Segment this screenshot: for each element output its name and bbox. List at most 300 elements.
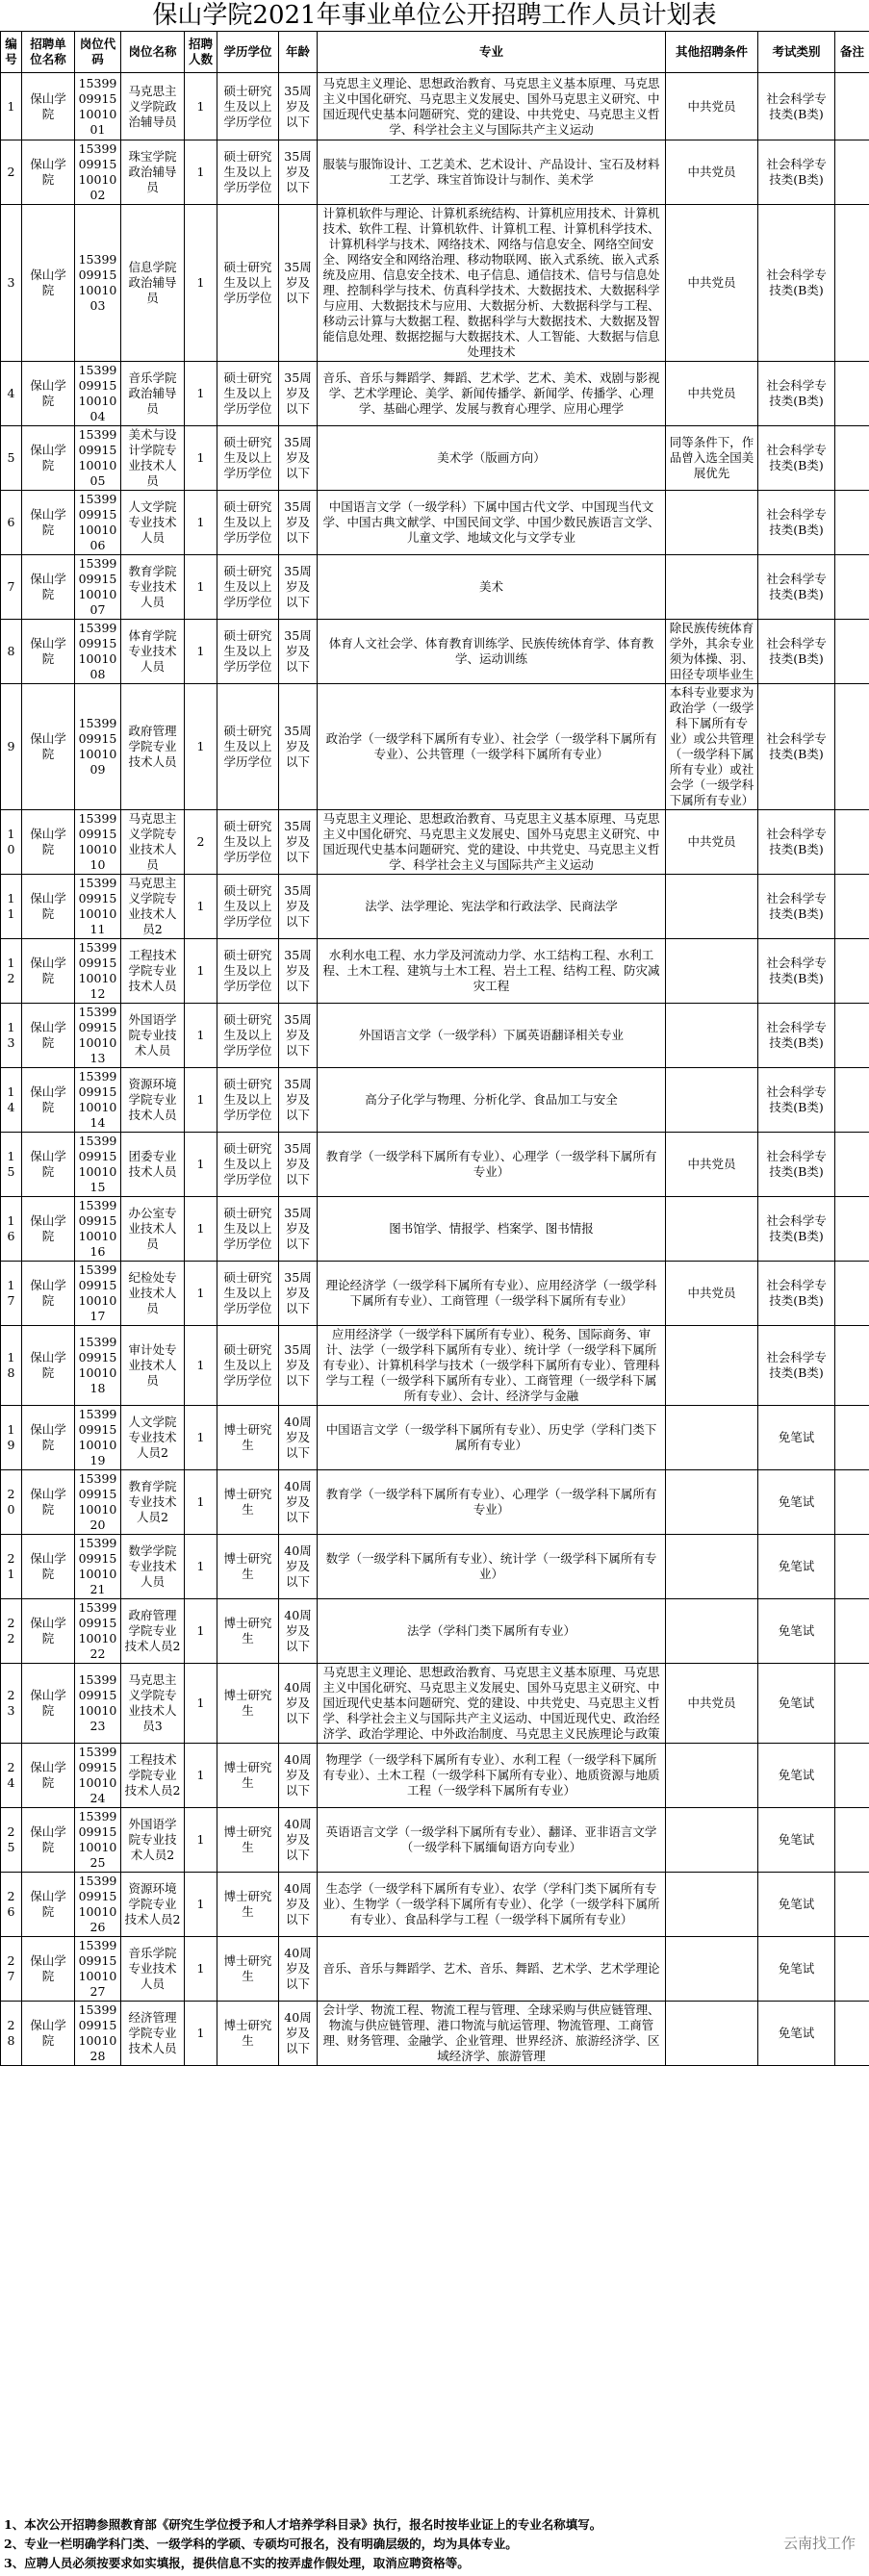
table-cell: 14: [1, 1068, 22, 1133]
table-cell: [835, 491, 869, 555]
table-cell: [666, 939, 758, 1004]
table-cell: 1: [185, 1937, 217, 2002]
table-cell: 25: [1, 1808, 22, 1873]
table-cell: [666, 1470, 758, 1535]
table-cell: 1: [185, 205, 217, 362]
table-cell: 音乐、音乐与舞蹈学、艺术、音乐、舞蹈、艺术学、艺术学理论: [318, 1937, 666, 2002]
table-cell: 中共党员: [666, 1133, 758, 1197]
header-cell: 岗位代码: [75, 32, 121, 73]
table-cell: 保山学院: [22, 620, 75, 684]
header-cell: 其他招聘条件: [666, 32, 758, 73]
table-cell: 15399 09915 10010 10: [75, 810, 121, 875]
table-cell: 教育学（一级学科下属所有专业）、心理学（一级学科下属所有专业）: [318, 1470, 666, 1535]
table-cell: 40周岁及以下: [279, 1406, 318, 1470]
table-cell: 中共党员: [666, 1664, 758, 1744]
table-cell: 硕士研究生及以上学历学位: [217, 1326, 279, 1406]
table-cell: 保山学院: [22, 362, 75, 426]
table-cell: 26: [1, 1873, 22, 1937]
table-cell: 保山学院: [22, 1068, 75, 1133]
table-cell: 35周岁及以下: [279, 684, 318, 810]
table-cell: 高分子化学与物理、分析化学、食品加工与安全: [318, 1068, 666, 1133]
table-row: [1, 1599, 869, 1664]
table-cell: 社会科学专技类(B类): [758, 1326, 835, 1406]
table-cell: 保山学院: [22, 1744, 75, 1808]
table-cell: 硕士研究生及以上学历学位: [217, 426, 279, 491]
table-cell: 35周岁及以下: [279, 1133, 318, 1197]
table-cell: 15399 09915 10010 11: [75, 875, 121, 939]
table-cell: 18: [1, 1326, 22, 1406]
table-cell: 硕士研究生及以上学历学位: [217, 1262, 279, 1326]
table-cell: 硕士研究生及以上学历学位: [217, 140, 279, 205]
table-row: [1, 939, 869, 1004]
table-cell: 15399 09915 10010 22: [75, 1599, 121, 1664]
table-cell: 法学（学科门类下属所有专业）: [318, 1599, 666, 1664]
table-cell: 社会科学专技类(B类): [758, 140, 835, 205]
table-cell: 美术: [318, 555, 666, 620]
table-cell: 1: [185, 555, 217, 620]
table-cell: 水利水电工程、水力学及河流动力学、水工结构工程、水利工程、土木工程、建筑与土木工程、岩土工程、结构工程、防灾减灾工程: [318, 939, 666, 1004]
table-cell: [835, 1197, 869, 1262]
table-cell: 社会科学专技类(B类): [758, 426, 835, 491]
table-cell: 社会科学专技类(B类): [758, 684, 835, 810]
table-cell: [666, 555, 758, 620]
table-cell: 博士研究生: [217, 1873, 279, 1937]
table-cell: 服装与服饰设计、工艺美术、艺术设计、产品设计、宝石及材料工艺学、珠宝首饰设计与制作、美术学: [318, 140, 666, 205]
table-cell: [835, 2002, 869, 2066]
table-row: [1, 1262, 869, 1326]
table-cell: 15399 09915 10010 12: [75, 939, 121, 1004]
table-cell: 15399 09915 10010 18: [75, 1326, 121, 1406]
table-row: [1, 875, 869, 939]
table-cell: 博士研究生: [217, 1535, 279, 1599]
table-cell: 社会科学专技类(B类): [758, 491, 835, 555]
table-cell: 保山学院: [22, 2002, 75, 2066]
table-cell: 保山学院: [22, 1535, 75, 1599]
table-cell: 35周岁及以下: [279, 73, 318, 140]
header-cell: 招聘单位名称: [22, 32, 75, 73]
table-cell: 20: [1, 1470, 22, 1535]
table-cell: 35周岁及以下: [279, 1262, 318, 1326]
table-row: [1, 620, 869, 684]
table-cell: 保山学院: [22, 1133, 75, 1197]
table-cell: 15399 09915 10010 19: [75, 1406, 121, 1470]
table-cell: [666, 1744, 758, 1808]
table-cell: [835, 1937, 869, 2002]
table-cell: 1: [1, 73, 22, 140]
table-cell: 社会科学专技类(B类): [758, 939, 835, 1004]
table-cell: 15399 09915 10010 28: [75, 2002, 121, 2066]
table-cell: 社会科学专技类(B类): [758, 1133, 835, 1197]
table-cell: 15399 09915 10010 13: [75, 1004, 121, 1068]
table-cell: 社会科学专技类(B类): [758, 555, 835, 620]
table-cell: 保山学院: [22, 555, 75, 620]
table-cell: 数学学院专业技术人员: [121, 1535, 185, 1599]
header-cell: 备注: [835, 32, 869, 73]
table-cell: 15399 09915 10010 26: [75, 1873, 121, 1937]
table-row: [1, 2002, 869, 2066]
table-cell: 马克思主义学院专业技术人员2: [121, 875, 185, 939]
table-cell: 1: [185, 939, 217, 1004]
table-cell: 6: [1, 491, 22, 555]
table-cell: 博士研究生: [217, 1406, 279, 1470]
table-cell: [835, 1744, 869, 1808]
table-cell: 资源环境学院专业技术人员: [121, 1068, 185, 1133]
table-cell: 35周岁及以下: [279, 362, 318, 426]
table-cell: 35周岁及以下: [279, 205, 318, 362]
table-cell: 保山学院: [22, 73, 75, 140]
table-cell: 政府管理学院专业技术人员: [121, 684, 185, 810]
table-row: [1, 1535, 869, 1599]
table-cell: 保山学院: [22, 939, 75, 1004]
table-cell: [666, 1937, 758, 2002]
table-cell: 15399 09915 10010 14: [75, 1068, 121, 1133]
table-cell: 保山学院: [22, 684, 75, 810]
table-cell: 同等条件下，作品曾入选全国美展优先: [666, 426, 758, 491]
table-cell: 15399 09915 10010 21: [75, 1535, 121, 1599]
table-row: [1, 1326, 869, 1406]
table-cell: [835, 73, 869, 140]
table-cell: 保山学院: [22, 1937, 75, 2002]
table-cell: 中共党员: [666, 362, 758, 426]
table-cell: 40周岁及以下: [279, 1744, 318, 1808]
table-cell: [666, 1406, 758, 1470]
table-cell: 马克思主义学院专业技术人员3: [121, 1664, 185, 1744]
table-cell: 中国语言文学（一级学科）下属中国古代文学、中国现当代文学、中国古典文献学、中国民间文学、中国少数民族语言文学、儿童文学、地域文化与文学专业: [318, 491, 666, 555]
table-cell: 博士研究生: [217, 1470, 279, 1535]
table-cell: 体育学院专业技术人员: [121, 620, 185, 684]
table-cell: [835, 362, 869, 426]
table-cell: 团委专业技术人员: [121, 1133, 185, 1197]
table-cell: 5: [1, 426, 22, 491]
header-cell: 学历学位: [217, 32, 279, 73]
table-cell: [835, 939, 869, 1004]
table-cell: 保山学院: [22, 1873, 75, 1937]
footnotes: [4, 2515, 865, 2573]
table-cell: 1: [185, 491, 217, 555]
table-cell: 35周岁及以下: [279, 810, 318, 875]
table-cell: 15399 09915 10010 23: [75, 1664, 121, 1744]
table-cell: 19: [1, 1406, 22, 1470]
table-row: [1, 140, 869, 205]
table-cell: 1: [185, 684, 217, 810]
table-cell: 16: [1, 1197, 22, 1262]
table-cell: [835, 875, 869, 939]
table-cell: 马克思主义学院专业技术人员: [121, 810, 185, 875]
table-cell: [835, 1535, 869, 1599]
table-cell: 免笔试: [758, 1873, 835, 1937]
table-cell: 1: [185, 1326, 217, 1406]
table-cell: [666, 1535, 758, 1599]
table-cell: 马克思主义学院政治辅导员: [121, 73, 185, 140]
table-cell: 15399 09915 10010 24: [75, 1744, 121, 1808]
table-cell: 35周岁及以下: [279, 555, 318, 620]
table-cell: 博士研究生: [217, 1599, 279, 1664]
table-cell: 音乐学院专业技术人员: [121, 1937, 185, 2002]
table-cell: 8: [1, 620, 22, 684]
table-cell: 外国语言文学（一级学科）下属英语翻译相关专业: [318, 1004, 666, 1068]
table-cell: 12: [1, 939, 22, 1004]
table-cell: 1: [185, 620, 217, 684]
table-cell: 教育学院专业技术人员2: [121, 1470, 185, 1535]
table-cell: 社会科学专技类(B类): [758, 810, 835, 875]
table-cell: 人文学院专业技术人员2: [121, 1406, 185, 1470]
table-cell: 免笔试: [758, 2002, 835, 2066]
table-cell: 保山学院: [22, 810, 75, 875]
header-cell: 编号: [1, 32, 22, 73]
table-cell: 保山学院: [22, 426, 75, 491]
table-row: [1, 491, 869, 555]
table-cell: [666, 2002, 758, 2066]
table-cell: 资源环境学院专业技术人员2: [121, 1873, 185, 1937]
header-row: [1, 32, 869, 73]
table-cell: [835, 1406, 869, 1470]
table-cell: 35周岁及以下: [279, 1068, 318, 1133]
table-cell: 工程技术学院专业技术人员: [121, 939, 185, 1004]
table-cell: 免笔试: [758, 1599, 835, 1664]
table-cell: 硕士研究生及以上学历学位: [217, 73, 279, 140]
table-cell: 保山学院: [22, 491, 75, 555]
table-cell: 马克思主义理论、思想政治教育、马克思主义基本原理、马克思主义中国化研究、马克思主义发展史、国外马克思主义研究、中国近现代史基本问题研究、党的建设、中共党史、马克思主义哲学、科学社会主义与国际共产主义运动、中国近现代史、政治经济学、政治学理论、中外政治制度、马克思主义民族理论与政策: [318, 1664, 666, 1744]
table-cell: 社会科学专技类(B类): [758, 620, 835, 684]
table-cell: 1: [185, 1262, 217, 1326]
table-cell: 马克思主义理论、思想政治教育、马克思主义基本原理、马克思主义中国化研究、马克思主义发展史、国外马克思主义研究、中国近现代史基本问题研究、党的建设、中共党史、马克思主义哲学、科学社会主义与国际共产主义运动: [318, 73, 666, 140]
table-cell: 硕士研究生及以上学历学位: [217, 205, 279, 362]
table-cell: [666, 1004, 758, 1068]
header-cell: 考试类别: [758, 32, 835, 73]
table-cell: 纪检处专业技术人员: [121, 1262, 185, 1326]
table-cell: 法学、法学理论、宪法学和行政法学、民商法学: [318, 875, 666, 939]
table-cell: 保山学院: [22, 1197, 75, 1262]
table-cell: 35周岁及以下: [279, 939, 318, 1004]
table-cell: [835, 1808, 869, 1873]
table-cell: 生态学（一级学科下属所有专业）、农学（学科门类下属所有专业）、生物学（一级学科下属所有专业）、化学（一级学科下属所有专业）、食品科学与工程（一级学科下属所有专业）: [318, 1873, 666, 1937]
table-cell: 保山学院: [22, 875, 75, 939]
table-cell: 保山学院: [22, 1808, 75, 1873]
table-cell: 保山学院: [22, 1664, 75, 1744]
table-cell: 10: [1, 810, 22, 875]
table-cell: 信息学院政治辅导员: [121, 205, 185, 362]
table-cell: 社会科学专技类(B类): [758, 1197, 835, 1262]
table-cell: 博士研究生: [217, 1744, 279, 1808]
table-cell: 15399 09915 10010 08: [75, 620, 121, 684]
table-cell: 教育学（一级学科下属所有专业）、心理学（一级学科下属所有专业）: [318, 1133, 666, 1197]
table-cell: 15399 09915 10010 17: [75, 1262, 121, 1326]
table-cell: [835, 1599, 869, 1664]
table-cell: 1: [185, 362, 217, 426]
table-cell: 22: [1, 1599, 22, 1664]
table-cell: 40周岁及以下: [279, 1664, 318, 1744]
table-cell: 23: [1, 1664, 22, 1744]
table-row: [1, 1004, 869, 1068]
table-cell: [666, 491, 758, 555]
table-cell: [835, 1326, 869, 1406]
table-cell: 1: [185, 875, 217, 939]
table-cell: 体育人文社会学、体育教育训练学、民族传统体育学、体育教学、运动训练: [318, 620, 666, 684]
table-cell: [666, 1197, 758, 1262]
table-cell: 15399 09915 10010 04: [75, 362, 121, 426]
table-row: [1, 1664, 869, 1744]
table-cell: [666, 1599, 758, 1664]
table-cell: 博士研究生: [217, 2002, 279, 2066]
table-cell: 1: [185, 2002, 217, 2066]
table-cell: 博士研究生: [217, 1664, 279, 1744]
table-cell: [835, 620, 869, 684]
table-cell: [666, 1873, 758, 1937]
table-cell: 15399 09915 10010 27: [75, 1937, 121, 2002]
table-cell: 1: [185, 73, 217, 140]
table-cell: 社会科学专技类(B类): [758, 1262, 835, 1326]
table-cell: 保山学院: [22, 1406, 75, 1470]
table-cell: 15399 09915 10010 07: [75, 555, 121, 620]
table-cell: [666, 875, 758, 939]
table-cell: 硕士研究生及以上学历学位: [217, 1197, 279, 1262]
table-cell: 计算机软件与理论、计算机系统结构、计算机应用技术、计算机技术、软件工程、计算机软件、计算机工程、计算机科学技术、计算机科学与技术、网络技术、网络与信息安全、网络空间安全、网络安全和网络治理、移动物联网、嵌入式系统、嵌入式系统及应用、信息安全技术、电子信息、通信技术、信号与信息处理、控制科学与技术、仿真科学技术、大数据技术、大数据科学与应用、大数据技术与应用、大数据分析、大数据科学与工程、移动云计算与大数据工程、数据科学与大数据技术、大数据及智能信息处理、数据挖掘与大数据技术、人工智能、大数据与信息处理技术: [318, 205, 666, 362]
table-cell: 硕士研究生及以上学历学位: [217, 1068, 279, 1133]
table-cell: 17: [1, 1262, 22, 1326]
table-row: [1, 73, 869, 140]
table-cell: 教育学院专业技术人员: [121, 555, 185, 620]
table-cell: 社会科学专技类(B类): [758, 205, 835, 362]
table-cell: 硕士研究生及以上学历学位: [217, 362, 279, 426]
table-row: [1, 1744, 869, 1808]
table-cell: 保山学院: [22, 205, 75, 362]
table-cell: 免笔试: [758, 1808, 835, 1873]
table-cell: 40周岁及以下: [279, 1470, 318, 1535]
table-cell: 硕士研究生及以上学历学位: [217, 1133, 279, 1197]
table-cell: 21: [1, 1535, 22, 1599]
table-cell: 中共党员: [666, 810, 758, 875]
table-cell: 15399 09915 10010 05: [75, 426, 121, 491]
table-cell: 15399 09915 10010 06: [75, 491, 121, 555]
table-cell: 中共党员: [666, 140, 758, 205]
table-cell: 人文学院专业技术人员: [121, 491, 185, 555]
header-cell: 专业: [318, 32, 666, 73]
table-cell: 英语语言文学（一级学科下属所有专业）、翻译、亚非语言文学（一级学科下属缅甸语方向专业）: [318, 1808, 666, 1873]
table-cell: 7: [1, 555, 22, 620]
table-cell: 35周岁及以下: [279, 491, 318, 555]
table-cell: [835, 1873, 869, 1937]
table-cell: 40周岁及以下: [279, 1808, 318, 1873]
table-cell: 15399 09915 10010 15: [75, 1133, 121, 1197]
table-cell: 办公室专业技术人员: [121, 1197, 185, 1262]
recruitment-table: [0, 31, 869, 2066]
table-cell: [835, 426, 869, 491]
table-cell: 免笔试: [758, 1535, 835, 1599]
table-cell: 15399 09915 10010 09: [75, 684, 121, 810]
footnote: 2、专业一栏明确学科门类、一级学科的学硕、专硕均可报名，没有明确层级的，均为具体专业。: [4, 2537, 518, 2551]
table-cell: 音乐学院政治辅导员: [121, 362, 185, 426]
table-cell: [835, 1664, 869, 1744]
table-cell: 1: [185, 1873, 217, 1937]
table-cell: 物理学（一级学科下属所有专业）、水利工程（一级学科下属所有专业）、土木工程（一级学科下属所有专业）、地质资源与地质工程（一级学科下属所有专业）: [318, 1744, 666, 1808]
table-cell: 35周岁及以下: [279, 875, 318, 939]
table-cell: 保山学院: [22, 1326, 75, 1406]
table-cell: [666, 1068, 758, 1133]
page-title: 保山学院2021年事业单位公开招聘工作人员计划表: [152, 1, 717, 30]
table-cell: 35周岁及以下: [279, 1326, 318, 1406]
table-row: [1, 1068, 869, 1133]
table-cell: 中共党员: [666, 205, 758, 362]
footnote: 3、应聘人员必须按要求如实填报，提供信息不实的按弄虚作假处理，取消应聘资格等。: [4, 2556, 470, 2570]
table-cell: 1: [185, 1133, 217, 1197]
table-cell: 1: [185, 1535, 217, 1599]
table-cell: 1: [185, 140, 217, 205]
table-cell: 1: [185, 1599, 217, 1664]
table-row: [1, 1873, 869, 1937]
table-cell: 1: [185, 1197, 217, 1262]
table-cell: [835, 684, 869, 810]
table-cell: 15399 09915 10010 25: [75, 1808, 121, 1873]
table-cell: 15: [1, 1133, 22, 1197]
table-cell: 24: [1, 1744, 22, 1808]
table-cell: 硕士研究生及以上学历学位: [217, 1004, 279, 1068]
table-cell: 硕士研究生及以上学历学位: [217, 875, 279, 939]
table-row: [1, 1197, 869, 1262]
table-cell: 中共党员: [666, 1262, 758, 1326]
table-cell: 社会科学专技类(B类): [758, 1004, 835, 1068]
table-cell: 社会科学专技类(B类): [758, 1068, 835, 1133]
table-row: [1, 1808, 869, 1873]
table-cell: 1: [185, 1068, 217, 1133]
table-cell: [835, 1470, 869, 1535]
table-row: [1, 555, 869, 620]
table-cell: 35周岁及以下: [279, 1004, 318, 1068]
watermark: 云南找工作: [782, 2535, 856, 2552]
table-row: [1, 1470, 869, 1535]
table-cell: 35周岁及以下: [279, 426, 318, 491]
table-cell: 免笔试: [758, 1937, 835, 2002]
table-cell: 1: [185, 1470, 217, 1535]
table-cell: 2: [1, 140, 22, 205]
table-cell: 博士研究生: [217, 1808, 279, 1873]
table-cell: 保山学院: [22, 140, 75, 205]
table-cell: 博士研究生: [217, 1937, 279, 2002]
table-cell: 11: [1, 875, 22, 939]
table-cell: 15399 09915 10010 20: [75, 1470, 121, 1535]
table-cell: 马克思主义理论、思想政治教育、马克思主义基本原理、马克思主义中国化研究、马克思主义发展史、国外马克思主义研究、中国近现代史基本问题研究、党的建设、中共党史、马克思主义哲学、科学社会主义与国际共产主义运动: [318, 810, 666, 875]
table-cell: 40周岁及以下: [279, 1873, 318, 1937]
table-cell: 15399 09915 10010 03: [75, 205, 121, 362]
table-row: [1, 810, 869, 875]
table-cell: 中共党员: [666, 73, 758, 140]
table-cell: 应用经济学（一级学科下属所有专业）、税务、国际商务、审计、法学（一级学科下属所有专业）、统计学（一级学科下属所有专业）、计算机科学与技术（一级学科下属所有专业）、管理科学与工程（一级学科下属所有专业）、工商管理（一级学科下属所有专业）、会计、经济学与金融: [318, 1326, 666, 1406]
table-cell: 1: [185, 1744, 217, 1808]
table-cell: 1: [185, 1664, 217, 1744]
table-cell: 保山学院: [22, 1004, 75, 1068]
table-cell: 1: [185, 1004, 217, 1068]
table-cell: 1: [185, 1406, 217, 1470]
table-row: [1, 205, 869, 362]
table-cell: 硕士研究生及以上学历学位: [217, 555, 279, 620]
table-cell: 社会科学专技类(B类): [758, 362, 835, 426]
table-cell: 硕士研究生及以上学历学位: [217, 939, 279, 1004]
footnote: 1、本次公开招聘参照教育部《研究生学位授予和人才培养学科目录》执行，报名时按毕业证上的专业名称填写。: [4, 2517, 602, 2532]
table-cell: 35周岁及以下: [279, 620, 318, 684]
table-cell: 除民族传统体育学外，其余专业须为体操、羽、田径专项毕业生: [666, 620, 758, 684]
table-cell: 27: [1, 1937, 22, 2002]
table-cell: 硕士研究生及以上学历学位: [217, 684, 279, 810]
table-cell: 28: [1, 2002, 22, 2066]
table-cell: 35周岁及以下: [279, 140, 318, 205]
table-cell: 数学（一级学科下属所有专业）、统计学（一级学科下属所有专业）: [318, 1535, 666, 1599]
table-cell: 免笔试: [758, 1664, 835, 1744]
table-cell: 会计学、物流工程、物流工程与管理、全球采购与供应链管理、物流与供应链管理、港口物流与航运管理、物流管理、工商管理、财务管理、金融学、企业管理、世界经济、旅游经济学、区域经济学、旅游管理: [318, 2002, 666, 2066]
table-cell: [835, 555, 869, 620]
table-cell: 外国语学院专业技术人员2: [121, 1808, 185, 1873]
table-cell: [835, 205, 869, 362]
table-cell: 2: [185, 810, 217, 875]
table-cell: [666, 1326, 758, 1406]
